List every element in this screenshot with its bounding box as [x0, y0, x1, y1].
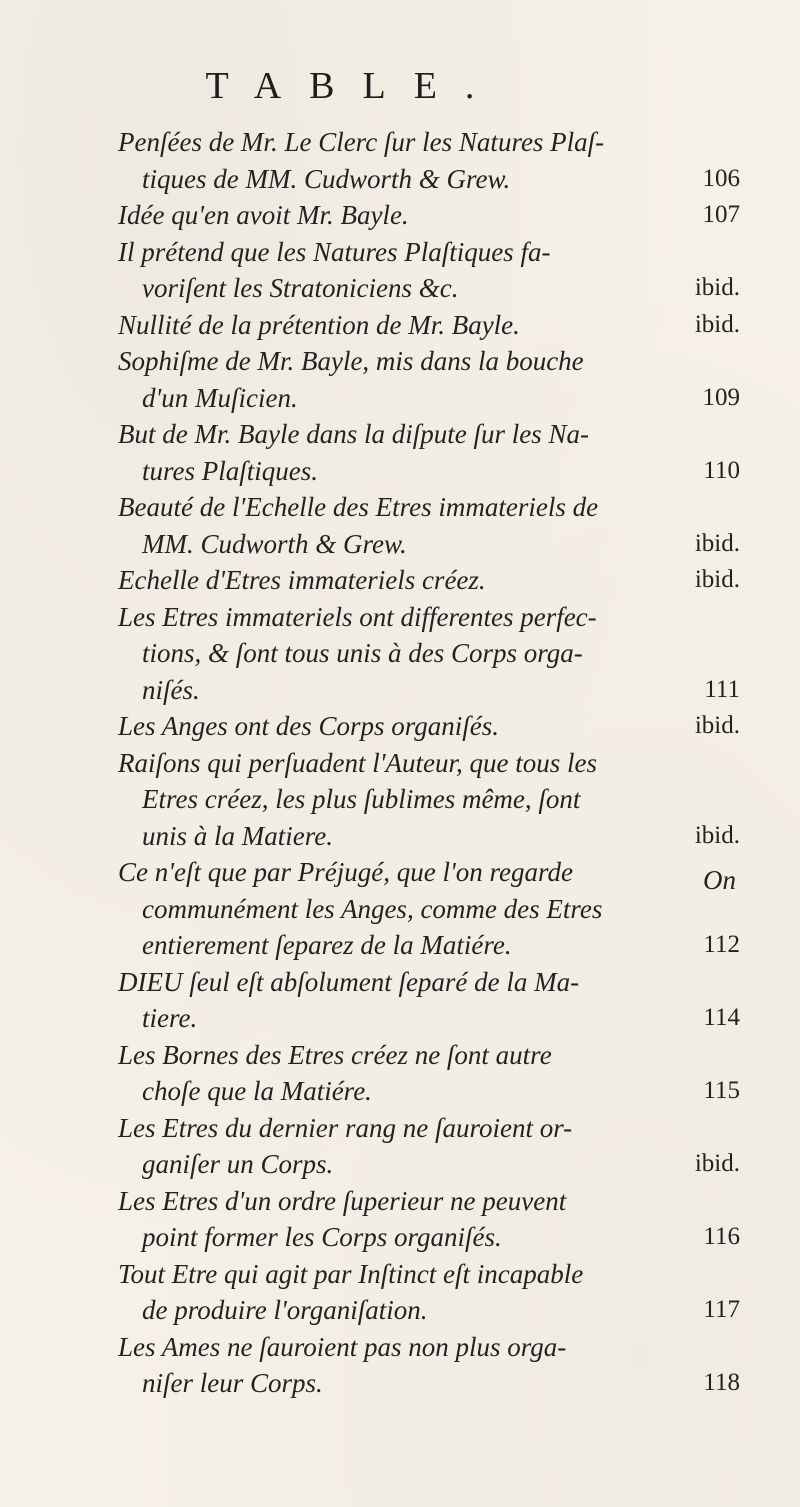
toc-entry	[118, 1037, 740, 1110]
entry-text-continuation: MM. Cudworth & Grew.	[142, 528, 407, 559]
page-number: ibid.	[694, 1150, 740, 1177]
entry-text-continuation: niſer leur Corps.	[142, 1368, 323, 1398]
toc-entry	[118, 708, 740, 745]
entry-text-continuation: entierement ſeparez de la Matiére.	[142, 930, 512, 960]
entry-text: Les Bornes des Etres créez ne ſont autre	[118, 1039, 552, 1070]
page-number: ibid.	[694, 310, 740, 338]
entry-text: Idée qu'en avoit Mr. Bayle.	[118, 200, 409, 230]
toc-entry	[118, 343, 740, 416]
page-number: 112	[703, 931, 740, 958]
toc-entry	[118, 489, 740, 562]
page-number: 116	[703, 1223, 740, 1250]
toc-entry	[118, 124, 740, 197]
page-number: 110	[703, 456, 740, 484]
page-number: ibid.	[694, 712, 740, 739]
entry-text-continuation: Etres créez, les plus ſublimes même, ſont	[142, 784, 581, 814]
entry-text: Les Etres d'un ordre ſuperieur ne peuvent	[118, 1185, 567, 1216]
entry-text: Nullité de la prétention de Mr. Bayle.	[118, 309, 520, 340]
page-number: ibid.	[694, 566, 740, 593]
entry-text-continuation: point former les Corps organiſés.	[142, 1222, 502, 1252]
entry-text-continuation: ganiſer un Corps.	[142, 1149, 334, 1179]
toc-entry	[118, 416, 740, 489]
entry-text: Penſées de Mr. Le Clerc ſur les Natures Plaſ-	[118, 127, 605, 157]
page-number: ibid.	[694, 274, 740, 301]
toc-entry	[118, 197, 740, 234]
entry-text-continuation: communément les Anges, comme des Etres	[142, 893, 603, 924]
toc-entry	[118, 307, 740, 344]
entry-text: Il prétend que les Natures Plaſtiques fa-	[118, 236, 551, 267]
toc-entry	[118, 964, 740, 1037]
entry-text: Raiſons qui perſuadent l'Auteur, que tous les	[118, 747, 597, 778]
page-number: 109	[702, 383, 740, 411]
entry-text: DIEU ſeul eſt abſolument ſeparé de la Ma-	[118, 966, 580, 997]
entry-text-continuation: de produire l'organiſation.	[142, 1295, 428, 1325]
toc-entry	[118, 1110, 740, 1183]
entry-text-continuation: voriſent les Stratoniciens &c.	[142, 273, 459, 303]
page-title: TABLE.	[205, 65, 503, 107]
page-number: 115	[703, 1077, 740, 1104]
toc-entry	[118, 1329, 740, 1402]
page-number: ibid.	[694, 821, 740, 849]
page-number: ibid.	[694, 529, 740, 557]
page-number: 107	[702, 201, 740, 228]
toc-entry	[118, 1256, 740, 1329]
entry-text: Les Etres immateriels ont differentes perfec-	[118, 601, 597, 632]
entry-text: Echelle d'Etres immateriels créez.	[118, 565, 486, 595]
table-of-contents	[118, 124, 740, 1402]
catchword: On	[703, 865, 736, 895]
toc-entry	[118, 562, 740, 599]
toc-entry	[118, 234, 740, 307]
entry-text: Beauté de l'Echelle des Etres immateriels de	[118, 492, 599, 522]
entry-text: Les Anges ont des Corps organiſés.	[118, 711, 500, 741]
entry-text: Sophiſme de Mr. Bayle, mis dans la bouche	[118, 346, 584, 376]
entry-text-continuation: tures Plaſtiques.	[142, 455, 318, 486]
entry-text-continuation: d'un Muſicien.	[142, 382, 298, 413]
entry-text: Ce n'eſt que par Préjugé, que l'on regarde	[118, 857, 573, 887]
entry-text-continuation: tiere.	[142, 1003, 198, 1033]
toc-entry	[118, 745, 740, 855]
page-number: 118	[703, 1369, 740, 1396]
entry-text: Tout Etre qui agit par Inſtinct eſt incapable	[118, 1258, 584, 1289]
toc-entry	[118, 854, 740, 964]
page-number: 111	[704, 675, 740, 703]
entry-text-continuation: unis à la Matiere.	[142, 820, 333, 851]
entry-text: Les Ames ne ſauroient pas non plus orga-	[118, 1331, 567, 1362]
entry-text: But de Mr. Bayle dans la diſpute ſur les Na-	[118, 419, 589, 449]
page-number: 117	[703, 1296, 740, 1323]
toc-entry	[118, 599, 740, 709]
entry-text-continuation: tions, & ſont tous unis à des Corps orga-	[142, 638, 583, 668]
toc-entry	[118, 1183, 740, 1256]
page-number: 114	[703, 1004, 740, 1031]
entry-text: Les Etres du dernier rang ne ſauroient or-	[118, 1112, 573, 1143]
entry-text-continuation: niſés.	[142, 674, 200, 705]
entry-text-continuation: choſe que la Matiére.	[142, 1076, 372, 1106]
entry-text-continuation: tiques de MM. Cudworth & Grew.	[142, 163, 511, 194]
page-number: 106	[702, 164, 740, 192]
